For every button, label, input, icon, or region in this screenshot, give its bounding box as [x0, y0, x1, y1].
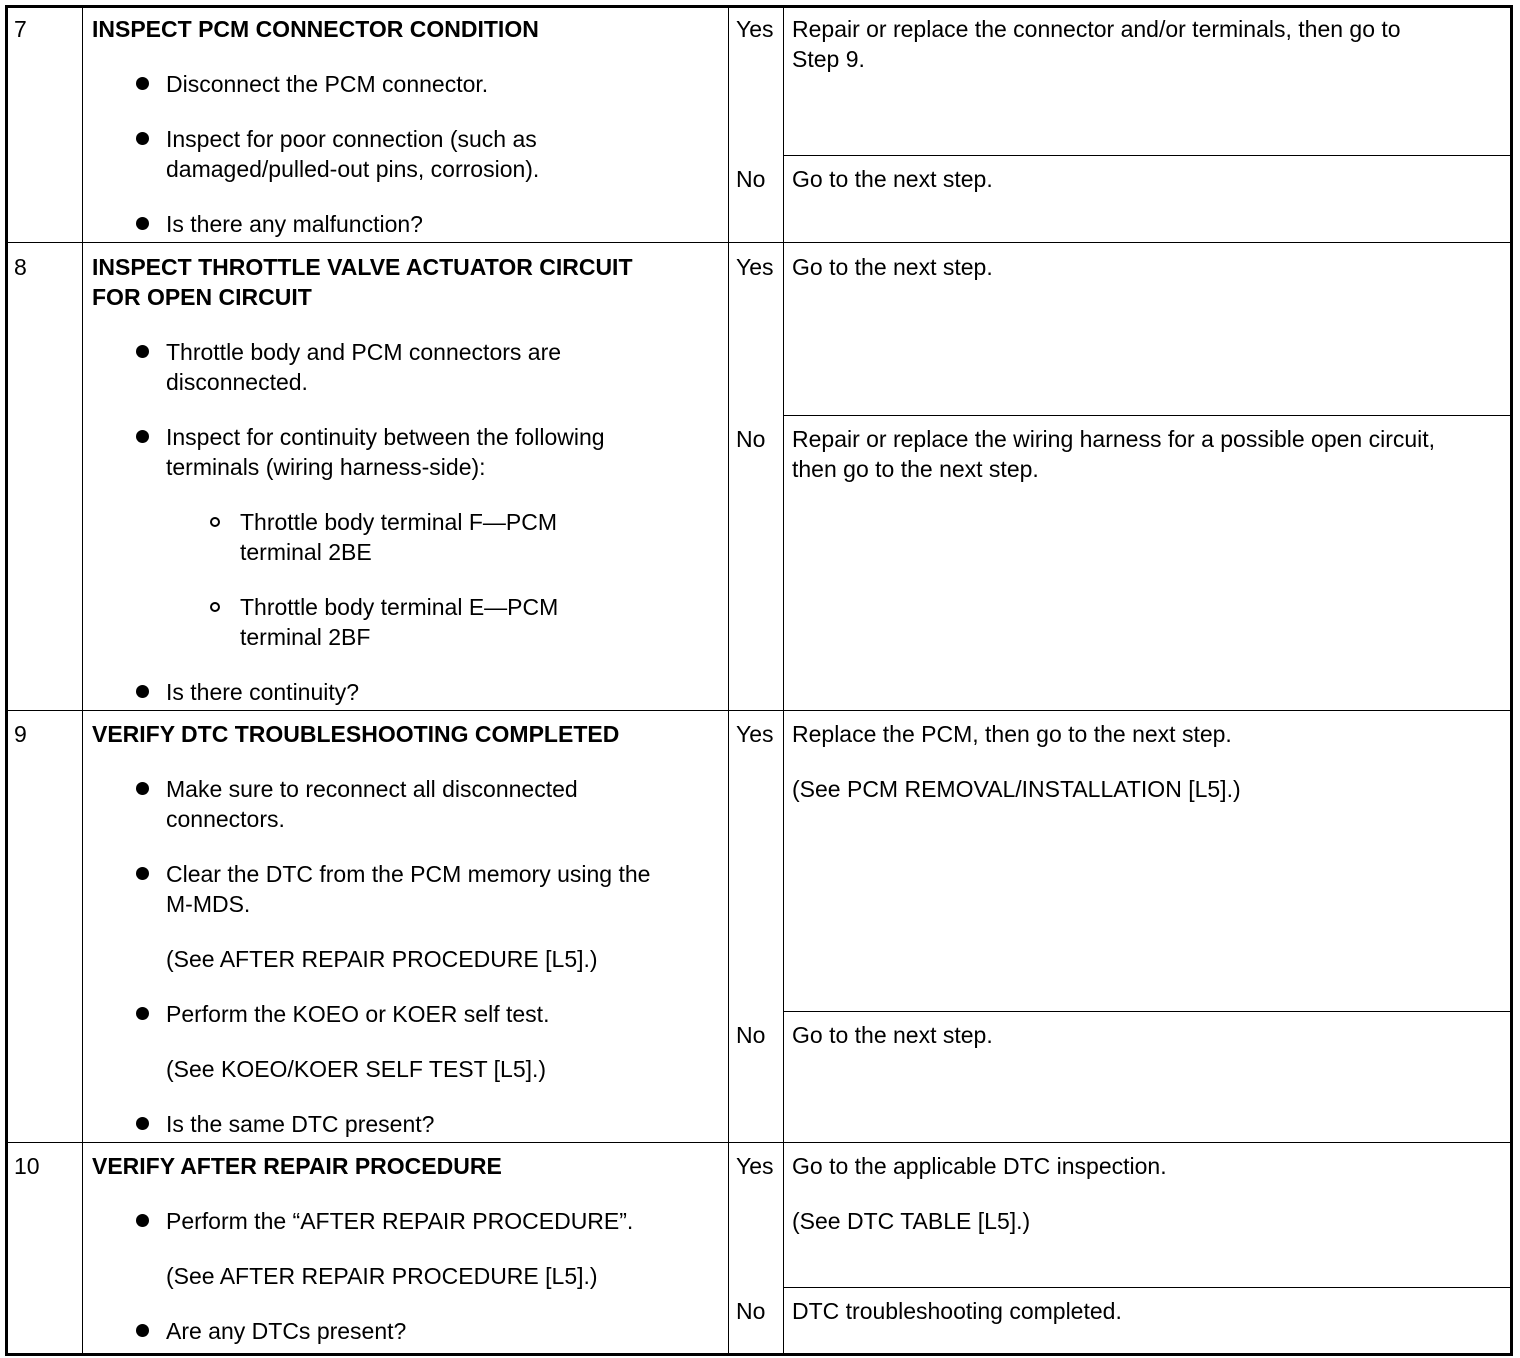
- step-item: Clear the DTC from the PCM memory using the: [166, 861, 651, 887]
- sub-bullet-icon: [210, 602, 220, 612]
- bullet-icon: [136, 345, 149, 358]
- column-divider: [728, 8, 729, 1353]
- yes-result: Go to the next step.: [792, 254, 993, 280]
- column-divider: [783, 8, 784, 1353]
- no-label: No: [736, 1022, 766, 1048]
- bullet-icon: [136, 217, 149, 230]
- step-note: (See AFTER REPAIR PROCEDURE [L5].): [166, 946, 598, 972]
- step-item: Is the same DTC present?: [166, 1111, 435, 1137]
- step-item: Inspect for poor connection (such as: [166, 126, 537, 152]
- step-title: FOR OPEN CIRCUIT: [92, 284, 312, 310]
- step-sub-item: Throttle body terminal F—PCM: [240, 509, 557, 535]
- step-note: (See KOEO/KOER SELF TEST [L5].): [166, 1056, 547, 1082]
- bullet-icon: [136, 1007, 149, 1020]
- bullet-icon: [136, 430, 149, 443]
- step-item: Is there continuity?: [166, 679, 360, 705]
- no-label: No: [736, 166, 766, 192]
- row-divider: [8, 1142, 1510, 1143]
- step-item: damaged/pulled-out pins, corrosion).: [166, 156, 540, 182]
- yes-label: Yes: [736, 254, 774, 280]
- step-item: connectors.: [166, 806, 285, 832]
- step-title: INSPECT PCM CONNECTOR CONDITION: [92, 16, 539, 42]
- bullet-icon: [136, 1117, 149, 1130]
- no-result: then go to the next step.: [792, 456, 1039, 482]
- step-item: M-MDS.: [166, 891, 251, 917]
- yes-no-divider: [783, 1011, 1510, 1012]
- yes-label: Yes: [736, 16, 774, 42]
- yes-label: Yes: [736, 1153, 774, 1179]
- no-result: Go to the next step.: [792, 1022, 993, 1048]
- column-divider: [82, 8, 83, 1353]
- bullet-icon: [136, 132, 149, 145]
- troubleshooting-table: [5, 5, 1513, 1356]
- yes-result: (See PCM REMOVAL/INSTALLATION [L5].): [792, 776, 1241, 802]
- bullet-icon: [136, 685, 149, 698]
- yes-label: Yes: [736, 721, 774, 747]
- yes-result: (See DTC TABLE [L5].): [792, 1208, 1031, 1234]
- step-item: Are any DTCs present?: [166, 1318, 407, 1344]
- step-title: VERIFY AFTER REPAIR PROCEDURE: [92, 1153, 502, 1179]
- row-divider: [8, 710, 1510, 711]
- step-item: Make sure to reconnect all disconnected: [166, 776, 578, 802]
- no-label: No: [736, 1298, 766, 1324]
- step-number: 10: [14, 1153, 40, 1179]
- no-label: No: [736, 426, 766, 452]
- bullet-icon: [136, 1324, 149, 1337]
- step-title: VERIFY DTC TROUBLESHOOTING COMPLETED: [92, 721, 620, 747]
- yes-no-divider: [783, 155, 1510, 156]
- sub-bullet-icon: [210, 517, 220, 527]
- step-number: 7: [14, 16, 27, 42]
- step-item: Disconnect the PCM connector.: [166, 71, 489, 97]
- step-item: Inspect for continuity between the following: [166, 424, 605, 450]
- bullet-icon: [136, 1214, 149, 1227]
- bullet-icon: [136, 77, 149, 90]
- step-number: 9: [14, 721, 27, 747]
- step-number: 8: [14, 254, 27, 280]
- step-item: disconnected.: [166, 369, 308, 395]
- step-item: Is there any malfunction?: [166, 211, 423, 237]
- yes-result: Replace the PCM, then go to the next step.: [792, 721, 1232, 747]
- step-sub-item: terminal 2BF: [240, 624, 371, 650]
- no-result: Repair or replace the wiring harness for a possible open circuit,: [792, 426, 1436, 452]
- bullet-icon: [136, 782, 149, 795]
- step-item: Throttle body and PCM connectors are: [166, 339, 562, 365]
- step-sub-item: Throttle body terminal E—PCM: [240, 594, 559, 620]
- step-item: terminals (wiring harness-side):: [166, 454, 486, 480]
- no-result: Go to the next step.: [792, 166, 993, 192]
- step-item: Perform the “AFTER REPAIR PROCEDURE”.: [166, 1208, 634, 1234]
- yes-result: Go to the applicable DTC inspection.: [792, 1153, 1167, 1179]
- yes-result: Step 9.: [792, 46, 865, 72]
- step-sub-item: terminal 2BE: [240, 539, 372, 565]
- row-divider: [8, 242, 1510, 243]
- bullet-icon: [136, 867, 149, 880]
- step-note: (See AFTER REPAIR PROCEDURE [L5].): [166, 1263, 598, 1289]
- step-title: INSPECT THROTTLE VALVE ACTUATOR CIRCUIT: [92, 254, 633, 280]
- yes-no-divider: [783, 1287, 1510, 1288]
- yes-result: Repair or replace the connector and/or terminals, then go to: [792, 16, 1401, 42]
- step-item: Perform the KOEO or KOER self test.: [166, 1001, 550, 1027]
- yes-no-divider: [783, 415, 1510, 416]
- no-result: DTC troubleshooting completed.: [792, 1298, 1122, 1324]
